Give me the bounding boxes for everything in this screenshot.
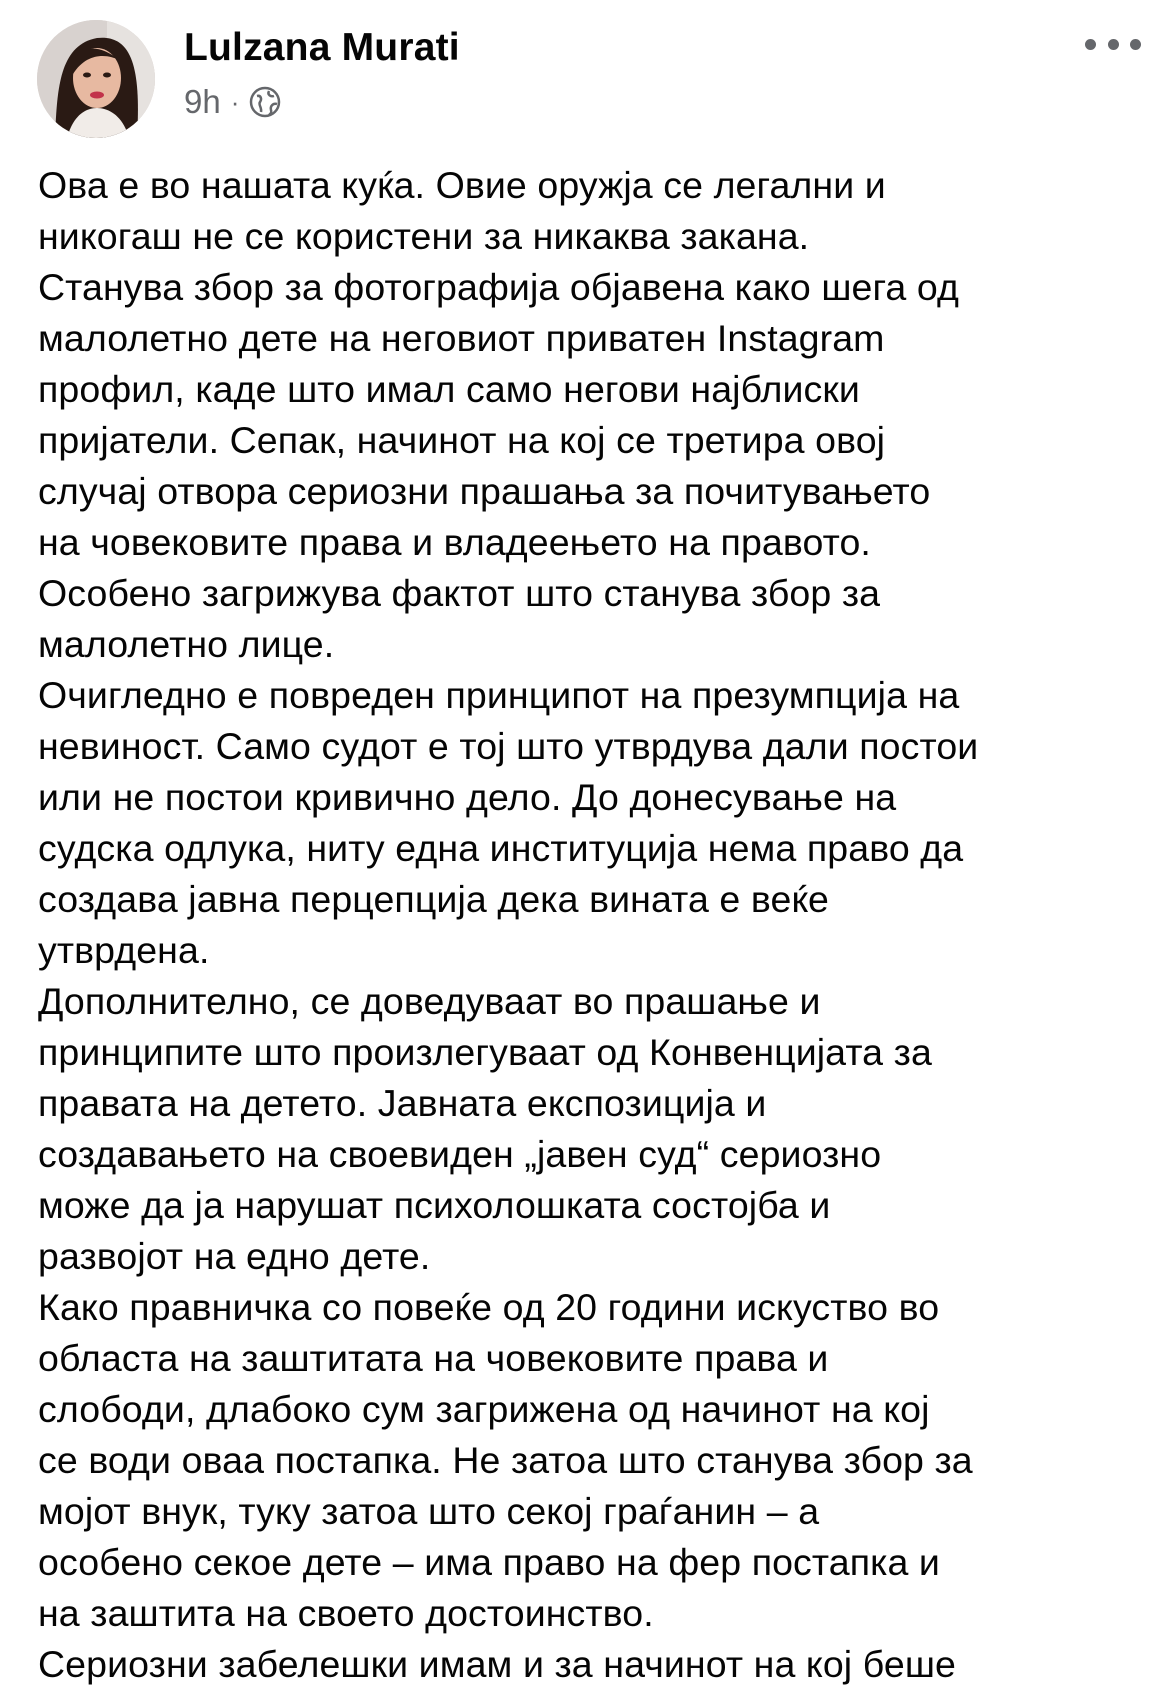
post-text-line: никогаш не се користени за никаква закана. [38,215,810,257]
more-dot [1130,39,1141,50]
post-text-line: Дополнително, се доведуваат во прашање и [38,980,821,1022]
post-text-line: Особено загрижува фактот што станува збор за [38,572,881,614]
post-text-line: може да ја нарушат психолошката состојба и [38,1184,831,1226]
author-avatar[interactable] [37,20,155,138]
post-text [38,160,1158,1690]
post-text-line: судска одлука, ниту една институција нема право да [38,827,964,869]
post-text-line: на заштита на своето достоинство. [38,1592,654,1634]
post-text-line: профил, каде што имал само негови најблиски [38,368,860,410]
author-name[interactable]: Lulzana Murati [184,26,460,69]
post-text-line: пријатели. Сепак, начинот на кој се третира овој [38,419,886,461]
post-text-line: Сериозни забелешки имам и за начинот на кој беше [38,1643,957,1685]
post-meta [184,82,281,122]
meta-separator: · [230,86,240,117]
post-time[interactable]: 9h [184,83,221,120]
post-text-line: малолетно лице. [38,623,335,665]
post-header [0,0,1170,140]
avatar-photo [37,20,155,138]
more-options-icon[interactable] [1085,24,1141,64]
post-text-line: Како правничка со повеќе од 20 години искуство во [38,1286,940,1328]
post-text-line: создава јавна перцепција дека вината е веќе [38,878,829,920]
post-text-line: на човековите права и владеењето на правото. [38,521,871,563]
post-text-line: принципите што произлегуваат од Конвенцијата за [38,1031,932,1073]
post-text-line: Станува збор за фотографија објавена како шега од [38,266,959,308]
post-text-line: правата на детето. Јавната експозиција и [38,1082,767,1124]
post-text-line: утврдена. [38,929,210,971]
post-text-line: слободи, длабоко сум загрижена од начинот на кој [38,1388,930,1430]
more-dot [1085,39,1096,50]
post-text-line: Очигледно е повреден принципот на презумпција на [38,674,960,716]
more-dot [1108,39,1119,50]
post-text-line: особено секое дете – има право на фер постапка и [38,1541,940,1583]
post-text-line: областа на заштитата на човековите права и [38,1337,829,1379]
post-text-line: развојот на едно дете. [38,1235,431,1277]
post-text-line: се води оваа постапка. Не затоа што станува збор за [38,1439,973,1481]
post-text-line: Ова е во нашата куќа. Овие оружја се легални и [38,164,886,206]
post-text-line: или не постои кривично дело. До донесување на [38,776,897,818]
globe-icon[interactable] [249,86,281,118]
post-text-line: невиност. Само судот е тој што утврдува дали постои [38,725,979,767]
post-text-line: случај отвора сериозни прашања за почитувањето [38,470,931,512]
post-text-line: создавањето на своевиден „јавен суд“ сериозно [38,1133,882,1175]
post-text-line: мојот внук, туку затоа што секој граѓанин – а [38,1490,820,1532]
post-text-line: малолетно дете на неговиот приватен Instagram [38,317,885,359]
